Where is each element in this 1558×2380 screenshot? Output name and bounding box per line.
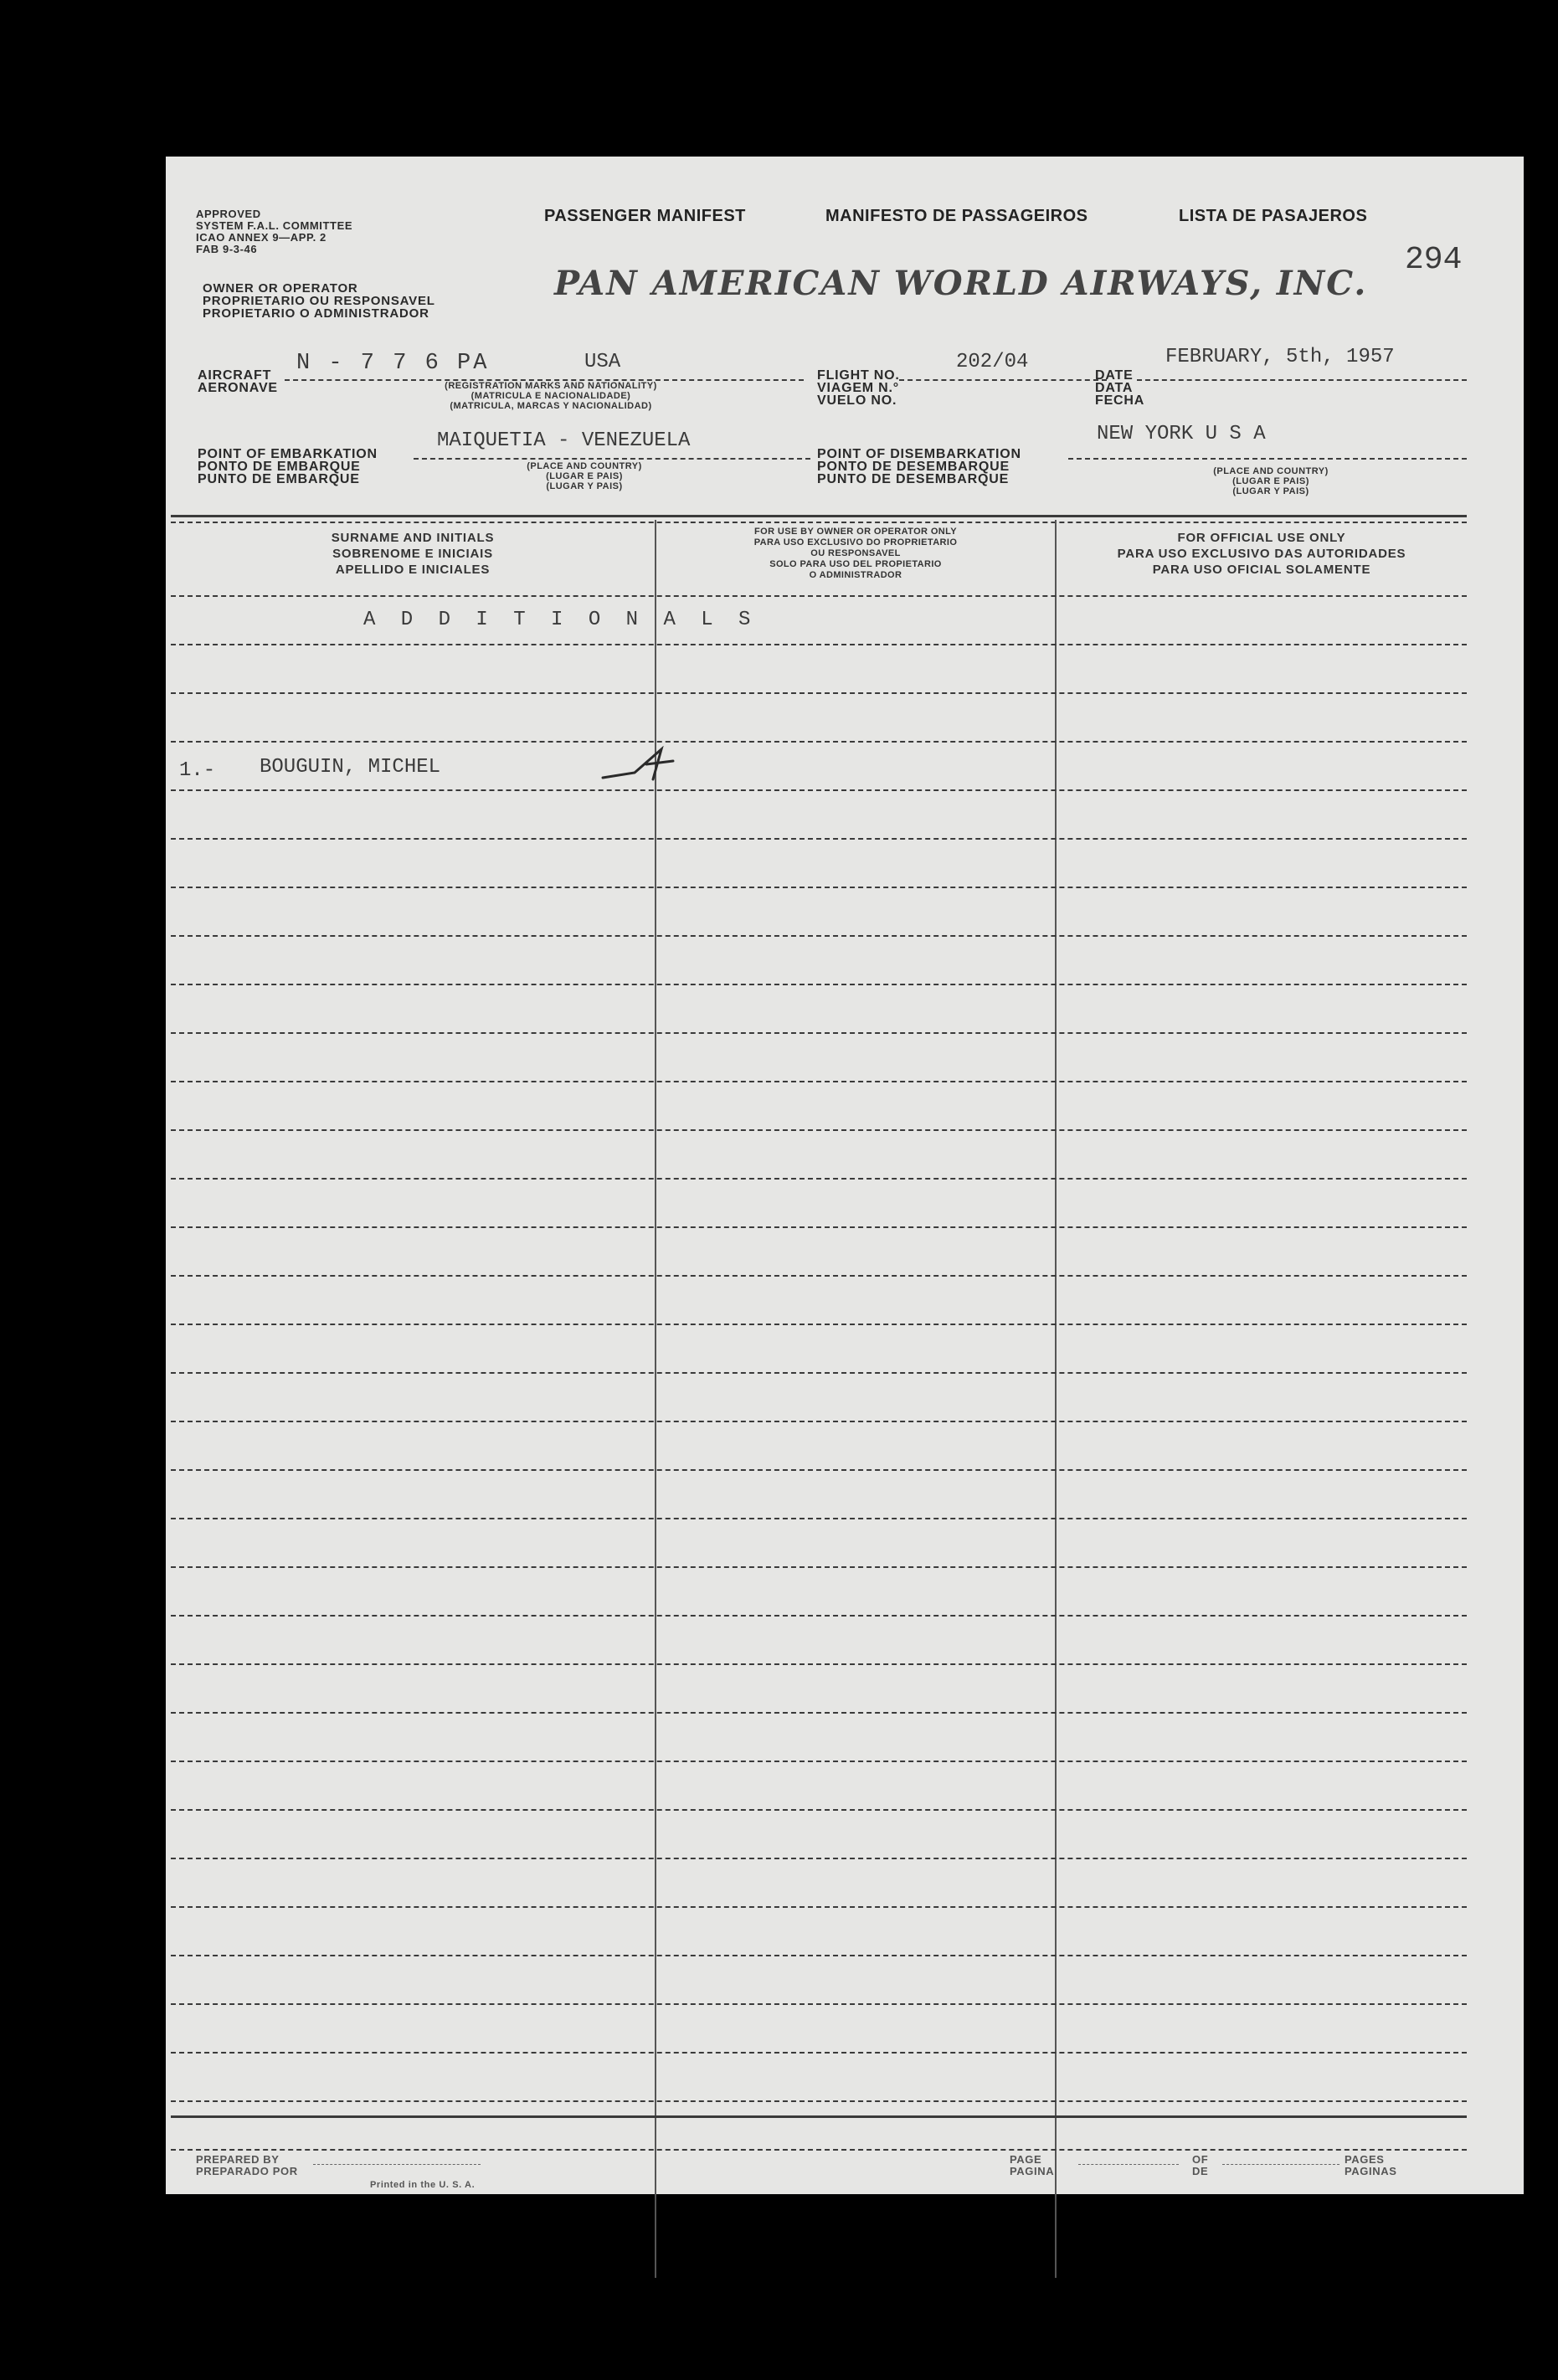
prepared-by-pt: PREPARADO POR (196, 2165, 298, 2177)
passenger-name: BOUGUIN, MICHEL (260, 756, 441, 779)
row-line (171, 2100, 1467, 2105)
table-bottom-rule (171, 2115, 1467, 2118)
row-line (171, 935, 1467, 939)
row-line (171, 2149, 1467, 2153)
row-line (171, 1712, 1467, 1716)
embarkation-label-en: POINT OF EMBARKATION (198, 447, 378, 461)
column-header-surname (171, 530, 655, 578)
flight-number: 202/04 (956, 351, 1029, 373)
embarkation-sub-label: (LUGAR Y PAIS) (546, 481, 623, 491)
table-top-rule (171, 515, 1467, 517)
row-line (171, 1615, 1467, 1619)
checkmark-signature (601, 746, 681, 783)
aircraft-sub-label: (MATRICULA, MARCAS Y NACIONALIDAD) (450, 401, 652, 411)
embarkation-value: MAIQUETIA - VENEZUELA (437, 429, 691, 452)
row-line (171, 1469, 1467, 1473)
column-header-official (1057, 530, 1467, 578)
column-header-line: PARA USO OFICIAL SOLAMENTE (1152, 563, 1371, 577)
title-pt: MANIFESTO DE PASSAGEIROS (825, 207, 1088, 225)
approval-line: SYSTEM F.A.L. COMMITTEE (196, 219, 353, 232)
date-label-en: DATE (1095, 368, 1134, 383)
column-header-line: APELLIDO E INICIALES (335, 563, 491, 577)
column-header-line: FOR USE BY OWNER OR OPERATOR ONLY (754, 527, 957, 537)
row-line (171, 1081, 1467, 1085)
printed-in-usa: Printed in the U. S. A. (370, 2180, 476, 2190)
row-line (171, 1275, 1467, 1279)
page-label (1010, 2154, 1054, 2177)
disembarkation-sub-label: (PLACE AND COUNTRY) (1213, 466, 1329, 476)
row-line (171, 1955, 1467, 1959)
column-header-owner (656, 527, 1055, 581)
row-line (171, 1324, 1467, 1328)
row-line (171, 595, 1467, 599)
table-top-rule (171, 522, 1467, 523)
approval-line: FAB 9-3-46 (196, 243, 258, 255)
of-underline (1222, 2164, 1339, 2165)
prepared-by-label (196, 2154, 298, 2177)
row-line (171, 2052, 1467, 2056)
date-label-es: FECHA (1095, 393, 1145, 408)
embarkation-label-es: PUNTO DE EMBARQUE (198, 472, 360, 486)
aircraft-nationality: USA (584, 351, 621, 373)
pages-label (1345, 2154, 1396, 2177)
aircraft-label-en: AIRCRAFT (198, 368, 272, 383)
title-en: PASSENGER MANIFEST (544, 207, 746, 225)
date-label-pt: DATA (1095, 381, 1134, 395)
row-line (171, 1906, 1467, 1910)
row-line (171, 1663, 1467, 1668)
section-label: A D D I T I O N A L S (363, 609, 758, 631)
row-line (171, 887, 1467, 891)
disembarkation-sub-label: (LUGAR E PAIS) (1232, 476, 1309, 486)
page-label-en: PAGE (1010, 2153, 1042, 2166)
row-line (171, 741, 1467, 745)
disembarkation-value: NEW YORK U S A (1097, 423, 1266, 445)
column-header-line: SOBRENOME E INICIAIS (332, 547, 493, 561)
row-line (171, 1178, 1467, 1182)
prepared-by-underline (313, 2164, 481, 2165)
column-header-line: PARA USO EXCLUSIVO DAS AUTORIDADES (1117, 547, 1406, 561)
of-label (1192, 2154, 1208, 2177)
column-header-line: SOLO PARA USO DEL PROPIETARIO (769, 559, 942, 569)
owner-label-es: PROPIETARIO O ADMINISTRADOR (203, 306, 429, 321)
row-line (171, 692, 1467, 697)
column-header-line: O ADMINISTRADOR (809, 570, 902, 580)
row-line (171, 1761, 1467, 1765)
aircraft-registration: N - 7 7 6 PA (296, 351, 490, 376)
passenger-index: 1.- (179, 759, 216, 782)
disembarkation-label-es: PUNTO DE DESEMBARQUE (817, 472, 1010, 486)
disembarkation-label-pt: PONTO DE DESEMBARQUE (817, 460, 1010, 474)
column-header-line: PARA USO EXCLUSIVO DO PROPRIETARIO (753, 537, 958, 547)
column-header-line: SURNAME AND INITIALS (331, 531, 495, 545)
flight-date: FEBRUARY, 5th, 1957 (1165, 346, 1395, 368)
row-line (171, 1372, 1467, 1376)
disembarkation-label-en: POINT OF DISEMBARKATION (817, 447, 1021, 461)
flight-label-pt: VIAGEM N.° (817, 381, 899, 395)
row-line (171, 1129, 1467, 1133)
page-underline (1078, 2164, 1179, 2165)
flight-label-en: FLIGHT NO. (817, 368, 900, 383)
disembarkation-sub-label: (LUGAR Y PAIS) (1232, 486, 1309, 496)
flight-label-es: VUELO NO. (817, 393, 897, 408)
column-divider-1 (655, 520, 656, 2278)
column-divider-2 (1055, 520, 1057, 2278)
owner-label-en: OWNER OR OPERATOR (203, 281, 358, 296)
approval-line: APPROVED (196, 208, 261, 220)
aircraft-sub-label: (REGISTRATION MARKS AND NATIONALITY) (445, 381, 657, 391)
pages-label-en: PAGES (1345, 2153, 1385, 2166)
page-number: 294 (1405, 242, 1463, 278)
prepared-by-en: PREPARED BY (196, 2153, 280, 2166)
embarkation-sub-label: (LUGAR E PAIS) (546, 471, 623, 481)
embarkation-label-pt: PONTO DE EMBARQUE (198, 460, 361, 474)
row-line (171, 1809, 1467, 1813)
airline-name: PAN AMERICAN WORLD AIRWAYS, INC. (554, 264, 1368, 303)
row-line (171, 838, 1467, 842)
of-label-en: OF (1192, 2153, 1209, 2166)
row-line (171, 1226, 1467, 1231)
row-line (171, 2003, 1467, 2007)
row-line (171, 1421, 1467, 1425)
column-header-line: OU RESPONSAVEL (810, 548, 901, 558)
row-line (171, 1518, 1467, 1522)
manifest-sheet (166, 157, 1524, 2194)
owner-label-pt: PROPRIETARIO OU RESPONSAVEL (203, 294, 435, 308)
column-header-line: FOR OFFICIAL USE ONLY (1177, 531, 1346, 545)
row-line (171, 789, 1467, 794)
embarkation-sub-label: (PLACE AND COUNTRY) (527, 461, 642, 471)
pages-label-pt: PAGINAS (1345, 2165, 1397, 2177)
row-line (171, 1858, 1467, 1862)
row-line (171, 1566, 1467, 1570)
aircraft-sub-label: (MATRICULA E NACIONALIDADE) (470, 391, 631, 401)
aircraft-label-pt: AERONAVE (198, 381, 278, 395)
of-label-pt: DE (1192, 2165, 1209, 2177)
row-line (171, 644, 1467, 648)
row-line (171, 1032, 1467, 1036)
approval-line: ICAO ANNEX 9—APP. 2 (196, 231, 327, 244)
row-line (171, 984, 1467, 988)
passenger-table (166, 157, 1524, 2194)
page-label-pt: PAGINA (1010, 2165, 1055, 2177)
title-es: LISTA DE PASAJEROS (1179, 207, 1368, 225)
